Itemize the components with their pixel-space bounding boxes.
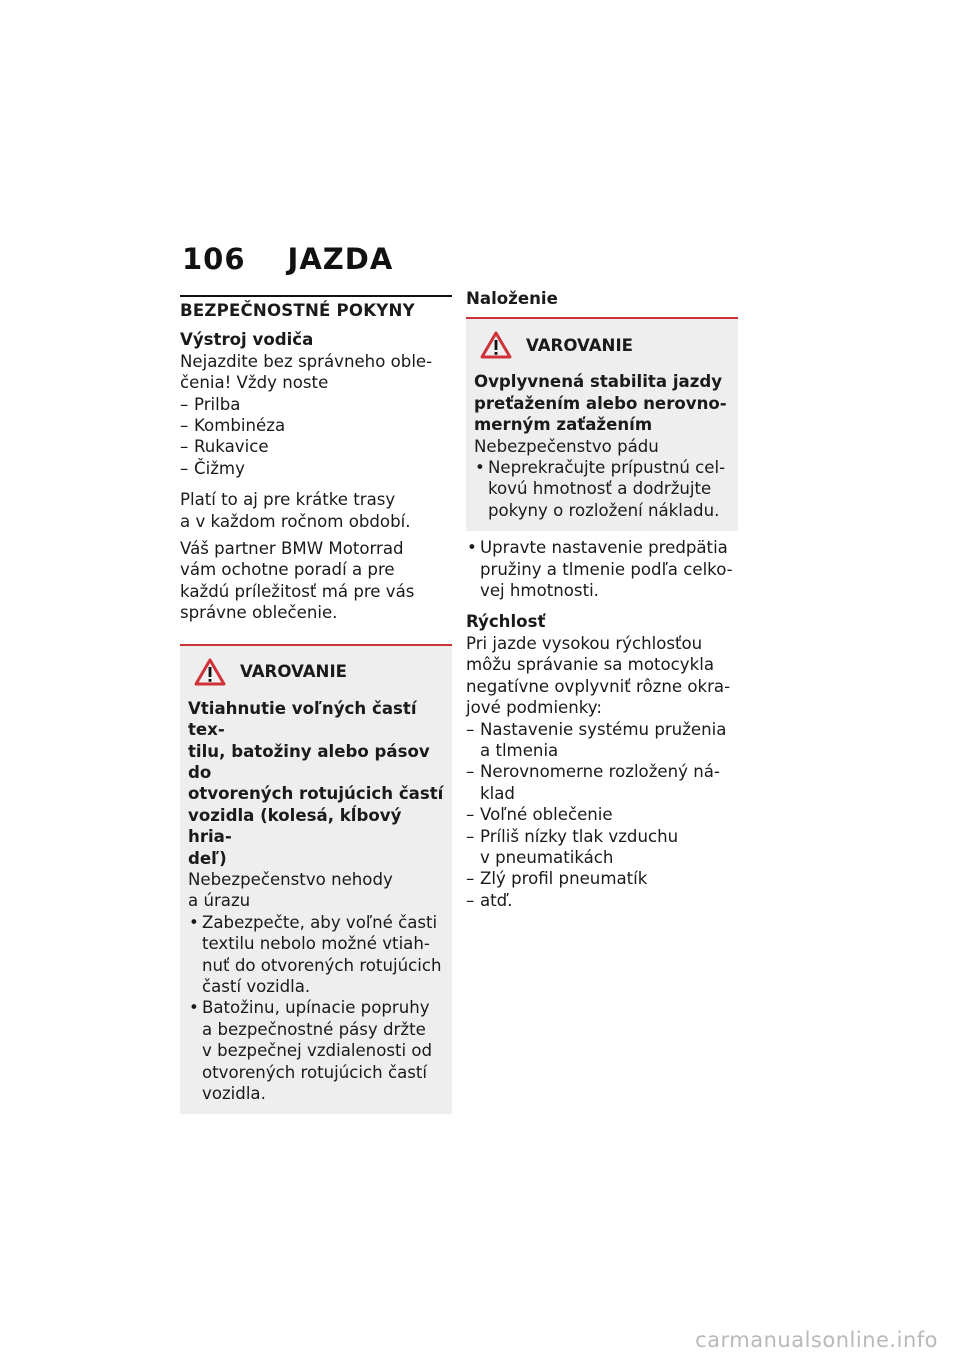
list-item: • Neprekračujte prípustnú cel- kovú hmotnosť a dodržujte pokyny o rozložení nákladu. [474, 457, 730, 521]
chapter-title: JAZDA [287, 242, 394, 276]
page-header [182, 242, 393, 276]
warning-consequence: Nebezpečenstvo nehody a úrazu [188, 869, 393, 911]
warning-header [194, 658, 444, 686]
paragraph-seasons: Platí to aj pre krátke trasy a v každom ročnom období. [180, 490, 411, 531]
page-number: 106 [182, 242, 246, 276]
list-item: – Prilba [180, 394, 452, 415]
intro-paragraph: Nejazdite bez správneho oble- čenia! Vždy noste [180, 351, 433, 393]
paragraph-partner: Váš partner BMW Motorrad vám ochotne poradí a pre každú príležitosť má pre vás správne oblečenie. [180, 539, 415, 623]
warning-measures [474, 457, 730, 521]
section-rule [180, 295, 452, 321]
conditions-list [466, 719, 738, 912]
warning-measures [188, 912, 444, 1105]
warning-header [480, 331, 730, 359]
heading-loading: Naloženie [466, 289, 558, 308]
subheading-rider-gear: Výstroj vodiča [180, 330, 314, 350]
left-column [180, 295, 452, 1114]
warning-title: Vtiahnutie voľných častí tex- tilu, batožiny alebo pásov do otvorených rotujúcich častí vozidla (kolesá, kĺbový hria- deľ) [188, 698, 444, 868]
list-item: – Nastavenie systému pruženia a tlmenia [466, 719, 738, 762]
warning-label: VAROVANIE [526, 335, 633, 355]
list-item: • Batožinu, upínacie popruhy a bezpečnostné pásy držte v bezpečnej vzdialenosti od otvorených rotujúcich častí vozidla. [188, 997, 444, 1104]
section-title: BEZPEČNOSTNÉ POKYNY [180, 301, 415, 320]
right-column [466, 288, 738, 911]
list-item: • Zabezpečte, aby voľné časti textilu nebolo možné vtiah- nuť do otvorených rotujúcich častí vozidla. [188, 912, 444, 998]
warning-box [180, 644, 452, 1115]
warning-consequence: Nebezpečenstvo pádu [474, 436, 659, 456]
warning-triangle-icon [194, 658, 226, 686]
gear-list [180, 394, 452, 480]
list-item: – Rukavice [180, 436, 452, 457]
list-item: – Príliš nízky tlak vzduchu v pneumatikách [466, 826, 738, 869]
warning-label: VAROVANIE [240, 661, 347, 681]
list-item: • Upravte nastavenie predpätia pružiny a tlmenie podľa celko- vej hmotnosti. [466, 537, 738, 601]
list-item: – Voľné oblečenie [466, 804, 738, 825]
warning-box [466, 317, 738, 531]
warning-title: Ovplyvnená stabilita jazdy preťažením alebo nerovno- merným zaťažením [474, 372, 727, 435]
heading-speed: Rýchlosť [466, 612, 546, 632]
list-item: – atď. [466, 890, 738, 911]
list-item: – Čižmy [180, 458, 452, 479]
speed-paragraph: Pri jazde vysokou rýchlosťou môžu správanie sa motocykla negatívne ovplyvniť rôzne okra- jové podmienky: [466, 633, 731, 718]
action-list [466, 537, 738, 601]
list-item: – Kombinéza [180, 415, 452, 436]
warning-triangle-icon [480, 331, 512, 359]
list-item: – Nerovnomerne rozložený ná- klad [466, 761, 738, 804]
watermark: carmanualsonline.info [695, 1328, 938, 1352]
list-item: – Zlý profil pneumatík [466, 868, 738, 889]
